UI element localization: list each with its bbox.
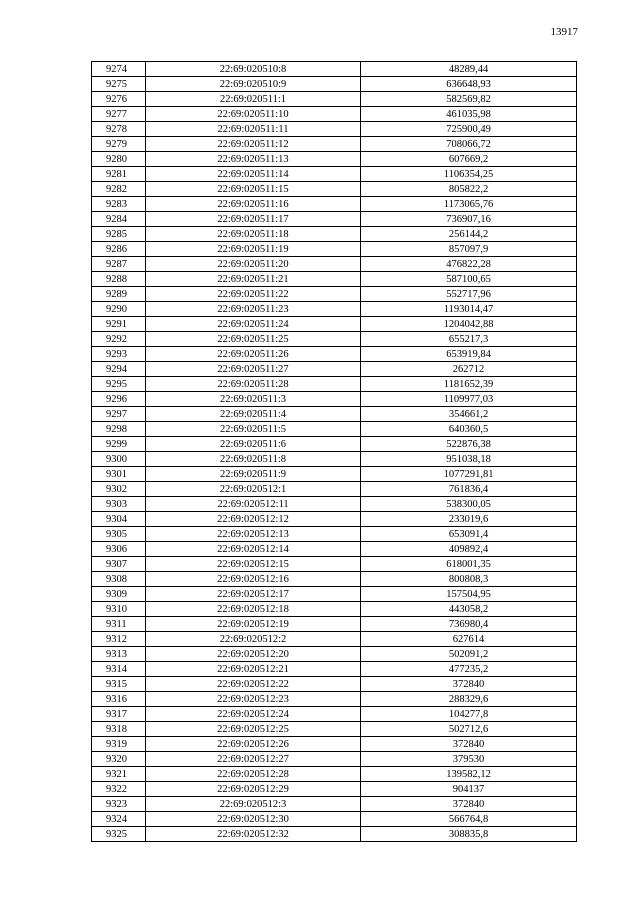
row-number-cell: 9317 [92,707,146,722]
row-number-cell: 9322 [92,782,146,797]
row-number-cell: 9315 [92,677,146,692]
cadastral-number-cell: 22:69:020511:28 [146,377,361,392]
table-row [92,542,577,557]
cadastral-number-cell: 22:69:020512:2 [146,632,361,647]
cadastral-number-cell: 22:69:020511:27 [146,362,361,377]
cadastral-value-cell: 857097,9 [361,242,577,257]
table-row [92,92,577,107]
cadastral-value-cell: 538300,05 [361,497,577,512]
cadastral-value-cell: 476822,28 [361,257,577,272]
row-number-cell: 9310 [92,602,146,617]
row-number-cell: 9299 [92,437,146,452]
table-row [92,407,577,422]
table-row [92,362,577,377]
table-row [92,707,577,722]
cadastral-value-cell: 233019,6 [361,512,577,527]
table-row [92,62,577,77]
cadastral-number-cell: 22:69:020511:1 [146,92,361,107]
row-number-cell: 9303 [92,497,146,512]
cadastral-number-cell: 22:69:020511:10 [146,107,361,122]
row-number-cell: 9296 [92,392,146,407]
cadastral-value-cell: 736907,16 [361,212,577,227]
cadastral-value-cell: 256144,2 [361,227,577,242]
cadastral-value-cell: 372840 [361,737,577,752]
row-number-cell: 9278 [92,122,146,137]
table-body [92,62,577,842]
row-number-cell: 9290 [92,302,146,317]
row-number-cell: 9291 [92,317,146,332]
cadastral-number-cell: 22:69:020511:4 [146,407,361,422]
cadastral-number-cell: 22:69:020511:20 [146,257,361,272]
cadastral-number-cell: 22:69:020511:18 [146,227,361,242]
row-number-cell: 9292 [92,332,146,347]
cadastral-value-cell: 1181652,39 [361,377,577,392]
row-number-cell: 9301 [92,467,146,482]
cadastral-number-cell: 22:69:020511:16 [146,197,361,212]
cadastral-value-cell: 1193014,47 [361,302,577,317]
cadastral-number-cell: 22:69:020512:22 [146,677,361,692]
cadastral-number-cell: 22:69:020512:25 [146,722,361,737]
row-number-cell: 9307 [92,557,146,572]
table-row [92,767,577,782]
table-row [92,452,577,467]
page-number: 13917 [550,26,578,38]
table-row [92,512,577,527]
cadastral-number-cell: 22:69:020512:32 [146,827,361,842]
cadastral-number-cell: 22:69:020512:1 [146,482,361,497]
cadastral-value-cell: 708066,72 [361,137,577,152]
row-number-cell: 9306 [92,542,146,557]
cadastral-number-cell: 22:69:020511:26 [146,347,361,362]
cadastral-number-cell: 22:69:020511:12 [146,137,361,152]
cadastral-value-cell: 139582,12 [361,767,577,782]
cadastral-number-cell: 22:69:020511:14 [146,167,361,182]
table-row [92,617,577,632]
table-row [92,122,577,137]
row-number-cell: 9289 [92,287,146,302]
cadastral-number-cell: 22:69:020511:15 [146,182,361,197]
row-number-cell: 9323 [92,797,146,812]
table-row [92,497,577,512]
cadastral-value-cell: 587100,65 [361,272,577,287]
table-row [92,797,577,812]
cadastral-number-cell: 22:69:020510:9 [146,77,361,92]
cadastral-number-cell: 22:69:020512:3 [146,797,361,812]
cadastral-value-cell: 636648,93 [361,77,577,92]
cadastral-number-cell: 22:69:020512:29 [146,782,361,797]
cadastral-value-cell: 566764,8 [361,812,577,827]
table-row [92,377,577,392]
cadastral-value-cell: 461035,98 [361,107,577,122]
cadastral-value-cell: 618001,35 [361,557,577,572]
cadastral-value-cell: 104277,8 [361,707,577,722]
table-row [92,752,577,767]
row-number-cell: 9294 [92,362,146,377]
row-number-cell: 9309 [92,587,146,602]
cadastral-number-cell: 22:69:020511:24 [146,317,361,332]
table-row [92,197,577,212]
cadastral-value-cell: 1106354,25 [361,167,577,182]
table-row [92,257,577,272]
row-number-cell: 9312 [92,632,146,647]
cadastral-number-cell: 22:69:020512:26 [146,737,361,752]
row-number-cell: 9300 [92,452,146,467]
table-row [92,662,577,677]
cadastral-value-cell: 607669,2 [361,152,577,167]
cadastral-number-cell: 22:69:020512:17 [146,587,361,602]
table-row [92,287,577,302]
cadastral-value-cell: 800808,3 [361,572,577,587]
row-number-cell: 9325 [92,827,146,842]
row-number-cell: 9275 [92,77,146,92]
cadastral-number-cell: 22:69:020512:13 [146,527,361,542]
table-row [92,347,577,362]
row-number-cell: 9318 [92,722,146,737]
row-number-cell: 9286 [92,242,146,257]
table-row [92,392,577,407]
cadastral-number-cell: 22:69:020511:3 [146,392,361,407]
table-row [92,302,577,317]
cadastral-value-cell: 409892,4 [361,542,577,557]
cadastral-value-cell: 951038,18 [361,452,577,467]
cadastral-value-cell: 1077291,81 [361,467,577,482]
cadastral-number-cell: 22:69:020512:27 [146,752,361,767]
cadastral-number-cell: 22:69:020512:23 [146,692,361,707]
table-row [92,467,577,482]
cadastral-value-cell: 372840 [361,677,577,692]
row-number-cell: 9280 [92,152,146,167]
row-number-cell: 9279 [92,137,146,152]
row-number-cell: 9314 [92,662,146,677]
cadastral-number-cell: 22:69:020511:17 [146,212,361,227]
row-number-cell: 9321 [92,767,146,782]
table-row [92,722,577,737]
table-row [92,812,577,827]
cadastral-value-cell: 640360,5 [361,422,577,437]
table-row [92,632,577,647]
cadastral-number-cell: 22:69:020511:5 [146,422,361,437]
table-row [92,587,577,602]
cadastral-value-cell: 522876,38 [361,437,577,452]
cadastral-value-cell: 627614 [361,632,577,647]
cadastral-value-cell: 379530 [361,752,577,767]
cadastral-number-cell: 22:69:020511:19 [146,242,361,257]
row-number-cell: 9298 [92,422,146,437]
row-number-cell: 9282 [92,182,146,197]
row-number-cell: 9308 [92,572,146,587]
table-row [92,137,577,152]
cadastral-value-cell: 288329,6 [361,692,577,707]
row-number-cell: 9284 [92,212,146,227]
row-number-cell: 9311 [92,617,146,632]
cadastral-number-cell: 22:69:020512:24 [146,707,361,722]
table-row [92,227,577,242]
table-row [92,527,577,542]
table-row [92,557,577,572]
cadastral-value-cell: 308835,8 [361,827,577,842]
table-row [92,242,577,257]
table-row [92,482,577,497]
cadastral-value-cell: 736980,4 [361,617,577,632]
cadastral-value-cell: 1173065,76 [361,197,577,212]
row-number-cell: 9283 [92,197,146,212]
table-row [92,272,577,287]
cadastral-number-cell: 22:69:020512:16 [146,572,361,587]
cadastral-value-cell: 502712,6 [361,722,577,737]
row-number-cell: 9281 [92,167,146,182]
cadastral-value-cell: 761836,4 [361,482,577,497]
table-row [92,827,577,842]
cadastral-value-cell: 443058,2 [361,602,577,617]
table-row [92,737,577,752]
cadastral-number-cell: 22:69:020512:21 [146,662,361,677]
row-number-cell: 9302 [92,482,146,497]
cadastral-number-cell: 22:69:020511:23 [146,302,361,317]
cadastral-number-cell: 22:69:020511:22 [146,287,361,302]
row-number-cell: 9320 [92,752,146,767]
table-row [92,677,577,692]
cadastral-value-cell: 157504,95 [361,587,577,602]
cadastral-value-table [91,61,577,842]
cadastral-number-cell: 22:69:020512:28 [146,767,361,782]
cadastral-number-cell: 22:69:020511:11 [146,122,361,137]
table-row [92,77,577,92]
cadastral-number-cell: 22:69:020511:6 [146,437,361,452]
row-number-cell: 9293 [92,347,146,362]
row-number-cell: 9277 [92,107,146,122]
cadastral-number-cell: 22:69:020512:12 [146,512,361,527]
cadastral-value-cell: 354661,2 [361,407,577,422]
cadastral-value-cell: 653919,84 [361,347,577,362]
table-row [92,167,577,182]
cadastral-number-cell: 22:69:020512:15 [146,557,361,572]
table-row [92,602,577,617]
row-number-cell: 9305 [92,527,146,542]
row-number-cell: 9274 [92,62,146,77]
row-number-cell: 9304 [92,512,146,527]
row-number-cell: 9276 [92,92,146,107]
table-row [92,152,577,167]
table-row [92,692,577,707]
cadastral-value-cell: 477235,2 [361,662,577,677]
cadastral-value-cell: 655217,3 [361,332,577,347]
row-number-cell: 9297 [92,407,146,422]
table-row [92,317,577,332]
cadastral-number-cell: 22:69:020511:25 [146,332,361,347]
row-number-cell: 9287 [92,257,146,272]
row-number-cell: 9324 [92,812,146,827]
cadastral-number-cell: 22:69:020511:21 [146,272,361,287]
table-row [92,182,577,197]
row-number-cell: 9319 [92,737,146,752]
row-number-cell: 9285 [92,227,146,242]
cadastral-value-cell: 262712 [361,362,577,377]
cadastral-number-cell: 22:69:020510:8 [146,62,361,77]
cadastral-number-cell: 22:69:020511:13 [146,152,361,167]
cadastral-value-cell: 372840 [361,797,577,812]
cadastral-number-cell: 22:69:020512:19 [146,617,361,632]
cadastral-number-cell: 22:69:020511:8 [146,452,361,467]
table-row [92,332,577,347]
row-number-cell: 9295 [92,377,146,392]
table-row [92,212,577,227]
table-row [92,437,577,452]
cadastral-value-cell: 1204042,88 [361,317,577,332]
cadastral-number-cell: 22:69:020512:30 [146,812,361,827]
table-row [92,647,577,662]
cadastral-number-cell: 22:69:020512:14 [146,542,361,557]
cadastral-value-cell: 1109977,03 [361,392,577,407]
cadastral-number-cell: 22:69:020512:20 [146,647,361,662]
table-row [92,107,577,122]
cadastral-value-cell: 552717,96 [361,287,577,302]
row-number-cell: 9313 [92,647,146,662]
cadastral-number-cell: 22:69:020512:18 [146,602,361,617]
row-number-cell: 9288 [92,272,146,287]
cadastral-value-cell: 805822,2 [361,182,577,197]
cadastral-value-cell: 48289,44 [361,62,577,77]
cadastral-number-cell: 22:69:020511:9 [146,467,361,482]
cadastral-value-cell: 582569,82 [361,92,577,107]
row-number-cell: 9316 [92,692,146,707]
table-row [92,572,577,587]
cadastral-number-cell: 22:69:020512:11 [146,497,361,512]
table-row [92,782,577,797]
cadastral-value-cell: 502091,2 [361,647,577,662]
cadastral-value-cell: 653091,4 [361,527,577,542]
cadastral-value-cell: 904137 [361,782,577,797]
cadastral-value-cell: 725900,49 [361,122,577,137]
table-row [92,422,577,437]
